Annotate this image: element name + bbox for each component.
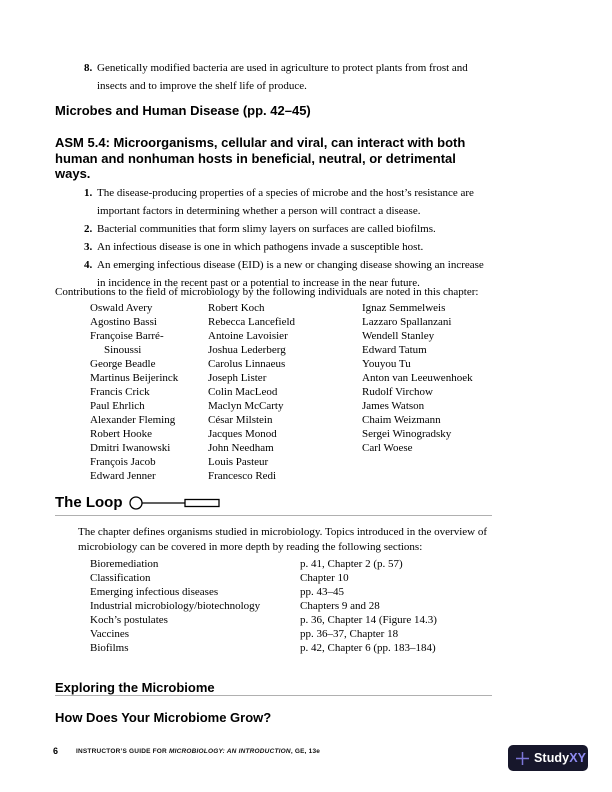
point-text: The disease-producing properties of a species of microbe and the host’s resistance are important factors in determining whether a person will contract a disease. xyxy=(97,187,474,217)
contributions-intro: Contributions to the field of microbiology by the following individuals are noted in this chapter: xyxy=(55,286,479,298)
topic-row xyxy=(90,641,437,655)
heading-exploring-the-microbiome: Exploring the Microbiome xyxy=(55,680,215,695)
contributor-name: Martinus Beijerinck xyxy=(90,372,179,384)
topic-page-reference: pp. 43–45 xyxy=(300,586,344,598)
contributors-column-3 xyxy=(362,301,557,455)
topic-name: Emerging infectious diseases xyxy=(90,586,219,598)
contributor-name: Lazzaro Spallanzani xyxy=(362,316,452,328)
topic-page-reference: p. 42, Chapter 6 (pp. 183–184) xyxy=(300,642,436,654)
asm-heading-line: ways. xyxy=(55,166,91,181)
contributor-name: Carolus Linnaeus xyxy=(208,358,286,370)
studyxy-logo xyxy=(508,745,588,771)
contributors-column-1 xyxy=(90,301,196,483)
topic-page-reference: Chapter 10 xyxy=(300,572,349,584)
topic-page-reference: pp. 36–37, Chapter 18 xyxy=(300,628,399,640)
asm-heading-line: ASM 5.4: Microorganisms, cellular and viral, can interact with both xyxy=(55,135,466,150)
logo-text-study: StudyXY xyxy=(534,751,587,765)
footer-caption xyxy=(76,748,320,755)
numbered-point xyxy=(84,238,484,256)
contributor-name: Paul Ehrlich xyxy=(90,400,145,412)
point-text: An infectious disease is one in which pathogens invade a susceptible host. xyxy=(97,241,424,253)
contributor-name: François Jacob xyxy=(90,456,156,468)
contributor-name: César Milstein xyxy=(208,414,273,426)
topic-row xyxy=(90,571,437,585)
contributor-name: Joshua Lederberg xyxy=(208,344,286,356)
topic-name: Classification xyxy=(90,572,151,584)
topic-page-reference: p. 36, Chapter 14 (Figure 14.3) xyxy=(300,614,437,626)
plus-icon xyxy=(515,751,530,766)
topic-name: Koch’s postulates xyxy=(90,614,168,626)
footer-caption-prefix: INSTRUCTOR’S GUIDE FOR xyxy=(76,748,169,755)
topic-name: Bioremediation xyxy=(90,558,159,570)
topic-page-reference: Chapters 9 and 28 xyxy=(300,600,380,612)
contributor-name: Edward Tatum xyxy=(362,344,427,356)
contributor-name: John Needham xyxy=(208,442,274,454)
logo-text-xy: XY xyxy=(569,751,587,765)
contributor-name: Chaim Weizmann xyxy=(362,414,441,426)
heading-the-loop xyxy=(55,494,223,512)
contributor-name: Francesco Redi xyxy=(208,470,277,482)
contributor-name: Robert Hooke xyxy=(90,428,153,440)
contributor-name: Oswald Avery xyxy=(90,302,153,314)
topic-row xyxy=(90,627,437,641)
numbered-points-list xyxy=(84,184,484,292)
point-number: 1. xyxy=(84,187,93,199)
section-divider xyxy=(55,515,492,516)
contributor-name: Agostino Bassi xyxy=(90,316,157,328)
topic-row xyxy=(90,585,437,599)
contributor-name: Françoise Barré-Sinoussi xyxy=(90,330,164,356)
numbered-point-8 xyxy=(84,59,484,95)
contributor-name: Ignaz Semmelweis xyxy=(362,302,446,314)
point-number: 8. xyxy=(84,62,93,74)
heading-how-does-your-microbiome-grow: How Does Your Microbiome Grow? xyxy=(55,710,272,725)
asm-heading-line: human and nonhuman hosts in beneficial, neutral, or detrimental xyxy=(55,150,456,166)
topic-row xyxy=(90,599,437,613)
contributor-name: Rudolf Virchow xyxy=(362,386,433,398)
contributor-name: Anton van Leeuwenhoek xyxy=(362,372,473,384)
contributor-name: Rebecca Lancefield xyxy=(208,316,296,328)
point-text: Genetically modified bacteria are used in agriculture to protect plants from frost and insects and to improve the shelf life of produce. xyxy=(97,62,468,92)
point-number: 4. xyxy=(84,259,93,271)
loop-paragraph: The chapter defines organisms studied in microbiology. Topics introduced in the overview of microbiology can be covered in more depth by reading the following sections: xyxy=(78,526,487,553)
point-text: An emerging infectious disease (EID) is a new or changing disease showing an increase in incidence in the recent past or a potential to increase in the near future. xyxy=(97,259,484,289)
contributor-name: George Beadle xyxy=(90,358,156,370)
footer-caption-book-title: MICROBIOLOGY: AN INTRODUCTION xyxy=(168,748,291,755)
contributor-name: James Watson xyxy=(362,400,425,412)
point-number: 3. xyxy=(84,241,93,253)
contributor-name: Maclyn McCarty xyxy=(208,400,284,412)
topic-name: Biofilms xyxy=(90,642,129,654)
section-divider xyxy=(55,695,492,696)
contributor-name: Joseph Lister xyxy=(208,372,267,384)
topic-page-reference: p. 41, Chapter 2 (p. 57) xyxy=(300,558,403,570)
numbered-point xyxy=(84,184,484,220)
contributor-name: Francis Crick xyxy=(90,386,150,398)
contributors-column-2 xyxy=(208,301,358,483)
the-loop-title: The Loop xyxy=(55,494,123,511)
heading-asm-5-4 xyxy=(55,135,525,182)
contributor-name: Wendell Stanley xyxy=(362,330,435,342)
contributor-name: Dmitri Iwanowski xyxy=(90,442,171,454)
contributor-name: Carl Woese xyxy=(362,442,413,454)
contributor-name: Robert Koch xyxy=(208,302,265,314)
point-number: 2. xyxy=(84,223,93,235)
contributor-name: Youyou Tu xyxy=(362,358,411,370)
contributor-name: Edward Jenner xyxy=(90,470,156,482)
topic-row xyxy=(90,557,437,571)
numbered-point xyxy=(84,220,484,238)
contributor-name: Antoine Lavoisier xyxy=(208,330,288,342)
topics-reference-list xyxy=(90,557,437,655)
page-number: 6 xyxy=(53,746,59,756)
contributor-name: Sergei Winogradsky xyxy=(362,428,452,440)
inoculating-loop-icon xyxy=(128,495,223,511)
topic-name: Vaccines xyxy=(90,628,130,640)
heading-microbes-human-disease: Microbes and Human Disease (pp. 42–45) xyxy=(55,103,311,118)
topic-row xyxy=(90,613,437,627)
footer-caption-suffix: , GE, 13e xyxy=(290,748,321,755)
contributor-name: Alexander Fleming xyxy=(90,414,176,426)
point-text: Bacterial communities that form slimy layers on surfaces are called biofilms. xyxy=(97,223,436,235)
contributor-name: Colin MacLeod xyxy=(208,386,278,398)
contributor-name: Louis Pasteur xyxy=(208,456,269,468)
topic-name: Industrial microbiology/biotechnology xyxy=(90,600,261,612)
contributor-name: Jacques Monod xyxy=(208,428,277,440)
